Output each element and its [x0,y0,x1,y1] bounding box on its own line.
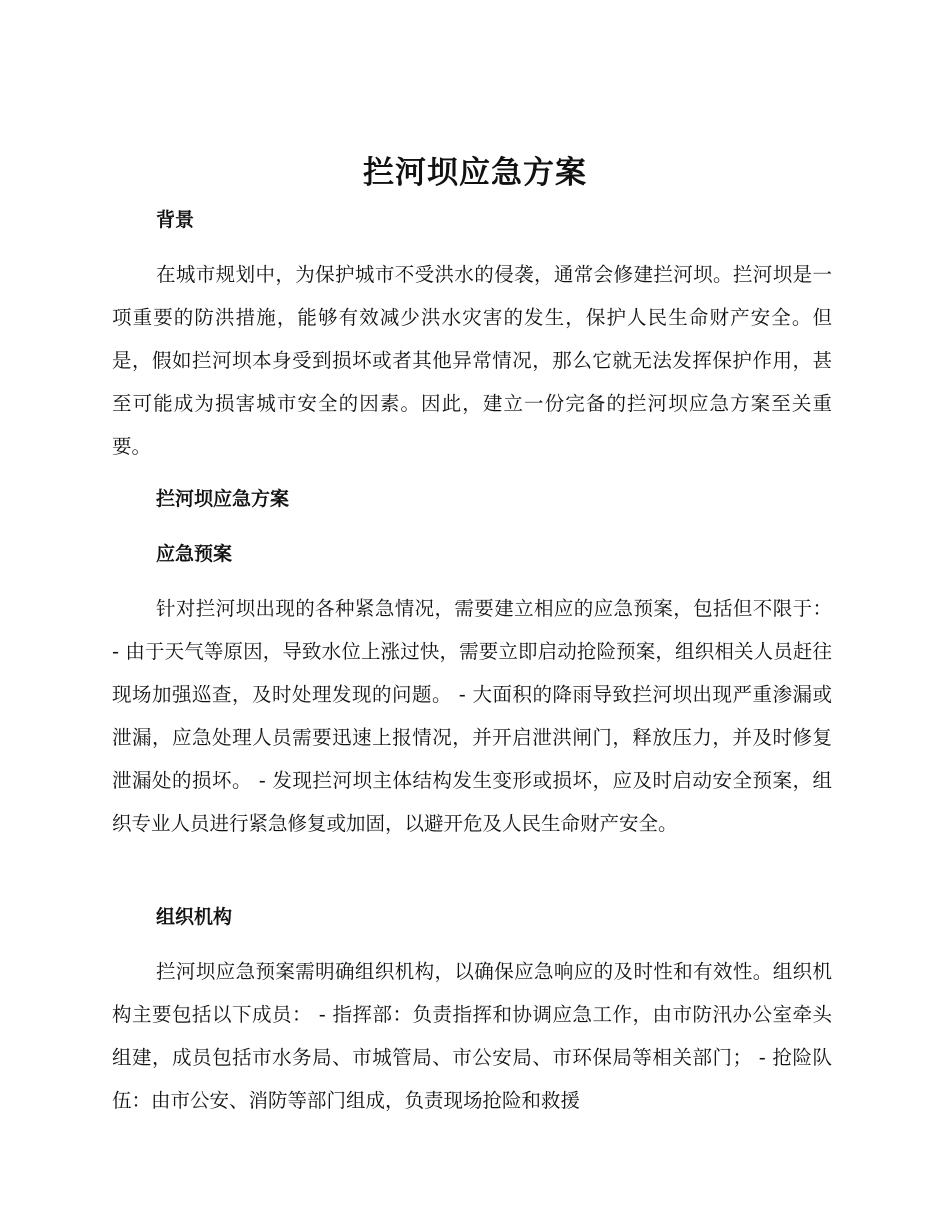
document-title: 拦河坝应急方案 [363,155,587,191]
section-heading-contingency-plan: 应急预案 [156,543,233,565]
section-heading-background: 背景 [156,209,195,231]
section-heading-organization: 组织机构 [156,906,233,928]
section-heading-emergency-plan: 拦河坝应急方案 [156,488,290,510]
section-paragraph-organization: 拦河坝应急预案需明确组织机构，以确保应急响应的及时性和有效性。组织机构主要包括以下成员： - 指挥部：负责指挥和协调应急工作，由市防汛办公室牵头组建，成员包括市水务局、市城管局、市公安局、市环保局等相关部门； - 抢险队伍：由市公安、消防等部门组成，负责现场抢险和救援 [112,960,832,1112]
section-paragraph-contingency-plan: 针对拦河坝出现的各种紧急情况，需要建立相应的应急预案，包括但不限于： - 由于天气等原因，导致水位上涨过快，需要立即启动抢险预案，组织相关人员赶往现场加强巡查，及时处理发现的问题。 - 大面积的降雨导致拦河坝出现严重渗漏或泄漏，应急处理人员需要迅速上报情况，并开启泄洪闸门，释放压力，并及时修复泄漏处的损坏。 - 发现拦河坝主体结构发生变形或损坏，应及时启动安全预案，组织专业人员进行紧急修复或加固，以避开危及人民生命财产安全。 [112,597,832,835]
section-paragraph-background: 在城市规划中，为保护城市不受洪水的侵袭，通常会修建拦河坝。拦河坝是一项重要的防洪措施，能够有效减少洪水灾害的发生，保护人民生命财产安全。但是，假如拦河坝本身受到损坏或者其他异常情况，那么它就无法发挥保护作用，甚至可能成为损害城市安全的因素。因此，建立一份完备的拦河坝应急方案至关重要。 [112,263,832,458]
